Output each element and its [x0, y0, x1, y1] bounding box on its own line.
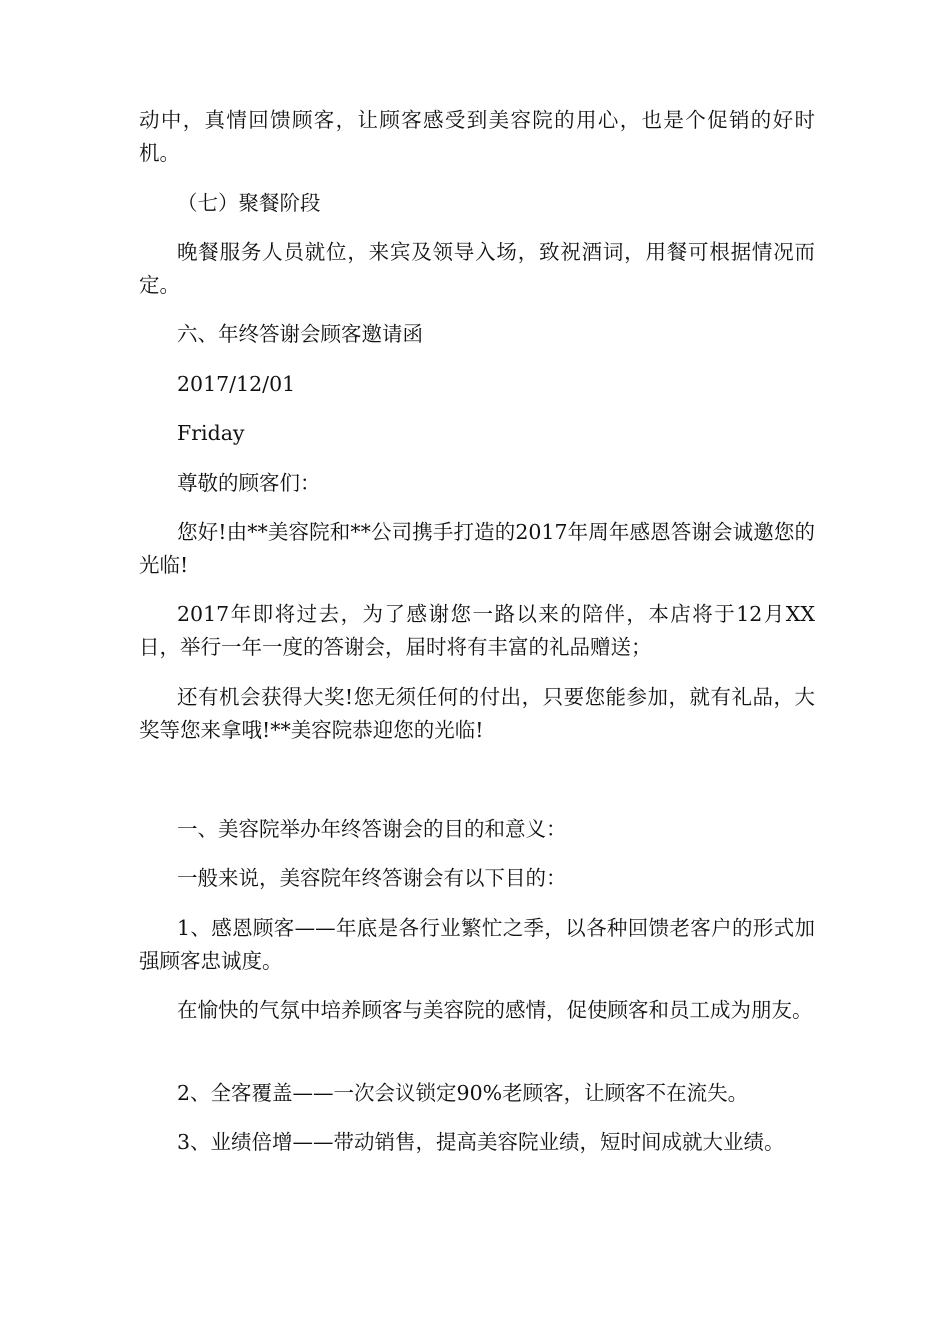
invitation-greeting: 您好!由**美容院和**公司携手打造的2017年周年感恩答谢会诚邀您的光临!	[139, 520, 815, 577]
invitation-body: 2017年即将过去，为了感谢您一路以来的陪伴，本店将于12月XX日，举行一年一度的答谢会，届时将有丰富的礼品赠送；	[139, 602, 815, 659]
invitation-closing: 还有机会获得大奖!您无须任何的付出，只要您能参加，就有礼品，大奖等您来拿哦!**美容院恭迎您的光临!	[139, 685, 815, 742]
heading-purpose: 一、美容院举办年终答谢会的目的和意义：	[177, 817, 567, 841]
heading-dinner-stage: （七）聚餐阶段	[177, 191, 321, 215]
purpose-item-2: 2、全客覆盖——一次会议锁定90%老顾客，让顾客不在流失。	[177, 1081, 749, 1105]
purpose-intro: 一般来说，美容院年终答谢会有以下目的：	[177, 866, 567, 890]
invitation-date: 2017/12/01	[177, 372, 296, 396]
invitation-salutation: 尊敬的顾客们：	[177, 471, 321, 495]
purpose-item-1: 1、感恩顾客——年底是各行业繁忙之季，以各种回馈老客户的形式加强顾客忠诚度。	[139, 916, 815, 973]
purpose-item-3: 3、业绩倍增——带动销售，提高美容院业绩，短时间成就大业绩。	[177, 1130, 785, 1154]
heading-invitation: 六、年终答谢会顾客邀请函	[177, 322, 423, 346]
paragraph-dinner: 晚餐服务人员就位，来宾及领导入场，致祝酒词，用餐可根据情况而定。	[139, 240, 815, 297]
purpose-item-1-detail: 在愉快的气氛中培养顾客与美容院的感情，促使顾客和员工成为朋友。	[177, 998, 813, 1022]
paragraph-promotion-end: 动中，真情回馈顾客，让顾客感受到美容院的用心，也是个促销的好时机。	[139, 108, 815, 165]
invitation-weekday: Friday	[177, 421, 245, 445]
